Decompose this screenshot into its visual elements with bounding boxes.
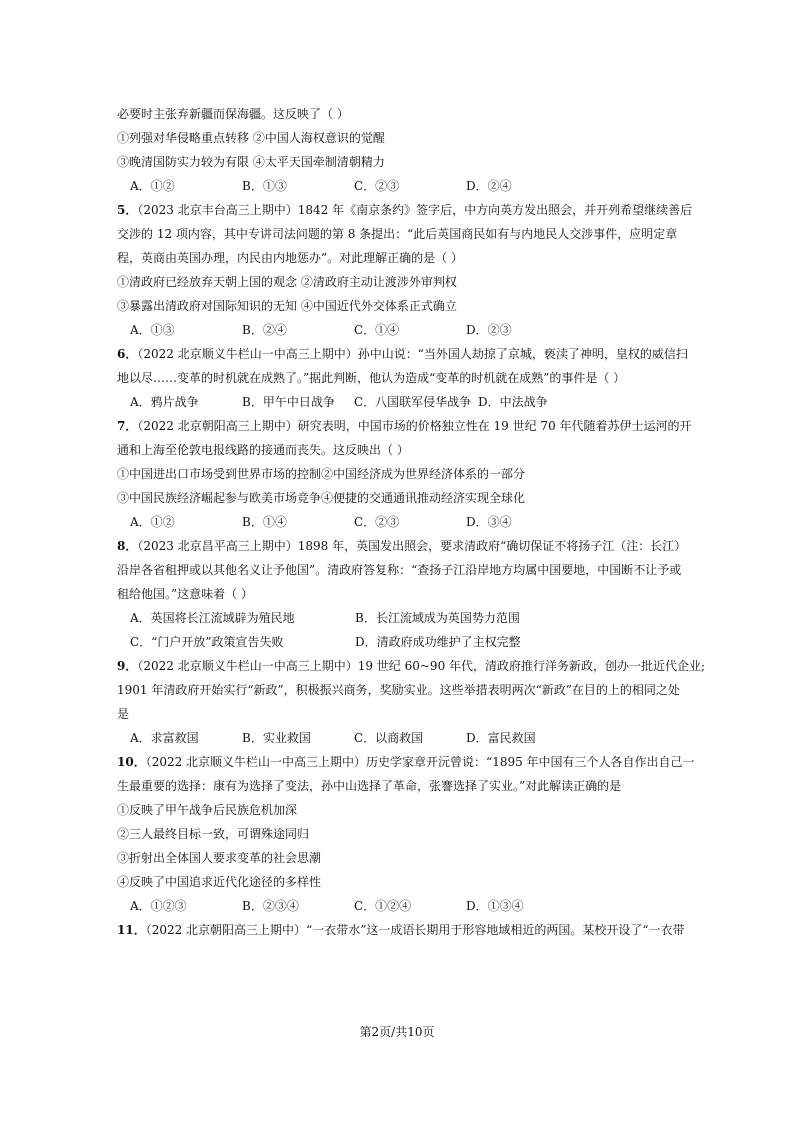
q8-options-row-2 (117, 630, 680, 654)
q10-option-a[interactable]: A．①②③ (130, 899, 187, 913)
q7-option-a[interactable]: A．①② (130, 515, 175, 529)
q9-number: 9． (117, 659, 138, 673)
q6-line-1: 6．（2022 北京顺义牛栏山一中高三上期中）孙中山说：“当外国人劫掠了京城，亵渎了神明，皇权的威信扫 (117, 347, 688, 361)
q9-options (117, 726, 680, 750)
q7-number: 7． (117, 419, 138, 433)
q10-line-1: 10．（2022 北京顺义牛栏山一中高三上期中）历史学家章开沅曾说：“1895 年中国有三个人各自作出自己一 (117, 755, 695, 769)
q6-line-2: 地以尽……变革的时机就在成熟了。”据此判断，他认为造成“变革的时机就在成熟”的事件是（ ） (117, 371, 626, 385)
q9-option-b[interactable]: B．实业救国 (242, 731, 311, 745)
q7-option-c[interactable]: C．②③ (354, 515, 400, 529)
q10-statement-3: ③折射出全体国人要求变革的社会思潮 (117, 851, 322, 865)
q7-line-1: 7．（2022 北京朝阳高三上期中）研究表明，中国市场的价格独立性在 19 世纪 70 年代随着苏伊士运河的开 (117, 419, 692, 433)
q4-statements-2: ③晚清国防实力较为有限 ④太平天国牵制清朝精力 (117, 155, 385, 169)
q10-option-c[interactable]: C．①②④ (354, 899, 412, 913)
q8-options-row-1 (117, 606, 680, 630)
q10-option-b[interactable]: B．②③④ (242, 899, 299, 913)
q6-option-c[interactable]: C．八国联军侵华战争 (354, 395, 472, 409)
q4-option-b[interactable]: B．①③ (242, 179, 287, 193)
q5-statements-2: ③暴露出清政府对国际知识的无知 ④中国近代外交体系正式确立 (117, 299, 457, 313)
q10-options (117, 894, 680, 918)
q5-line-2: 交涉的 12 项内容，其中专讲司法问题的第 8 条提出：“此后英国商民如有与内地民人交涉事件，应明定章 (117, 227, 678, 241)
q4-option-d[interactable]: D．②④ (466, 179, 512, 193)
q8-number: 8． (117, 539, 138, 553)
q4-option-c[interactable]: C．②③ (354, 179, 400, 193)
q11-number: 11． (117, 923, 146, 937)
q6-option-b[interactable]: B．甲午中日战争 (242, 395, 335, 409)
q8-line-1: 8．（2023 北京昌平高三上期中）1898 年，英国发出照会，要求清政府“确切保证不将扬子江（注：长江） (117, 539, 687, 553)
exam-page (117, 102, 706, 942)
page-footer: 第2页/共10页 (359, 1025, 435, 1039)
q5-option-c[interactable]: C．①④ (354, 323, 400, 337)
q10-statement-1: ①反映了甲午战争后民族危机加深 (117, 803, 298, 817)
q5-line-3: 程，英商由英国办理，内民由内地惩办”。对此理解正确的是（ ） (117, 251, 463, 265)
q11-line-1: 11．（2022 北京朝阳高三上期中）“一衣带水”这一成语长期用于形容地域相近的两国。某校开设了“一衣带 (117, 923, 685, 937)
q4-tail: 必要时主张弃新疆而保海疆。这反映了（ ） (117, 107, 349, 121)
q9-line-2: 1901 年清政府开始实行“新政”，积极振兴商务，奖励实业。这些举措表明两次“新政”在目的上的相同之处 (117, 683, 680, 697)
q9-line-1: 9．（2022 北京顺义牛栏山一中高三上期中）19 世纪 60~90 年代，清政府推行洋务新政，创办一批近代企业; (117, 659, 706, 673)
q10-option-d[interactable]: D．①③④ (466, 899, 524, 913)
q8-option-b[interactable]: B．长江流域成为英国势力范围 (355, 611, 520, 625)
q4-option-a[interactable]: A．①② (130, 179, 175, 193)
q5-option-d[interactable]: D．②③ (466, 323, 512, 337)
q9-option-d[interactable]: D．富民救国 (466, 731, 536, 745)
q6-option-a[interactable]: A．鸦片战争 (130, 395, 199, 409)
q7-option-d[interactable]: D．③④ (466, 515, 512, 529)
q4-statements-1: ①列强对华侵略重点转移 ②中国人海权意识的觉醒 (117, 131, 385, 145)
q5-option-b[interactable]: B．②④ (242, 323, 287, 337)
q5-options (117, 318, 680, 342)
q5-number: 5． (117, 203, 138, 217)
q5-line-1: 5．（2023 北京丰台高三上期中）1842 年《南京条约》签字后，中方向英方发出照会，并开列希望继续善后 (117, 203, 693, 217)
q9-line-3: 是 (117, 707, 130, 721)
q8-line-3: 租给他国。”这意味着（ ） (117, 587, 253, 601)
q5-option-a[interactable]: A．①③ (130, 323, 175, 337)
q6-option-d[interactable]: D．中法战争 (478, 395, 548, 409)
q8-line-2: 沿岸各省租押或以其他名义让予他国”。清政府答复称：“查扬子江沿岸地方均属中国要地，中国断不让予或 (117, 563, 682, 577)
q4-options (117, 174, 680, 198)
q7-line-2: 通和上海至伦敦电报线路的接通而丧失。这反映出（ ） (117, 443, 409, 457)
q10-statement-4: ④反映了中国追求近代化途径的多样性 (117, 875, 322, 889)
q7-options (117, 510, 680, 534)
q9-option-a[interactable]: A．求富救国 (130, 731, 199, 745)
q10-statement-2: ②三人最终目标一致，可谓殊途同归 (117, 827, 310, 841)
q8-option-c[interactable]: C．“门户开放”政策宣告失败 (130, 635, 284, 649)
q10-number: 10． (117, 755, 146, 769)
q7-statements-2: ③中国民族经济崛起参与欧美市场竞争④便捷的交通通讯推动经济实现全球化 (117, 491, 526, 505)
q7-option-b[interactable]: B．①④ (242, 515, 287, 529)
q6-options (117, 390, 680, 414)
q10-line-2: 生最重要的选择：康有为选择了变法，孙中山选择了革命，张謇选择了实业。”对此解读正确的是 (117, 779, 622, 793)
q8-option-a[interactable]: A．英国将长江流域辟为殖民地 (130, 611, 295, 625)
q5-statements-1: ①清政府已经放弃天朝上国的观念 ②清政府主动让渡涉外审判权 (117, 275, 457, 289)
q8-option-d[interactable]: D．清政府成功维护了主权完整 (355, 635, 521, 649)
q7-statements-1: ①中国进出口市场受到世界市场的控制②中国经济成为世界经济体系的一部分 (117, 467, 526, 481)
q6-number: 6． (117, 347, 138, 361)
q9-option-c[interactable]: C．以商救国 (354, 731, 424, 745)
